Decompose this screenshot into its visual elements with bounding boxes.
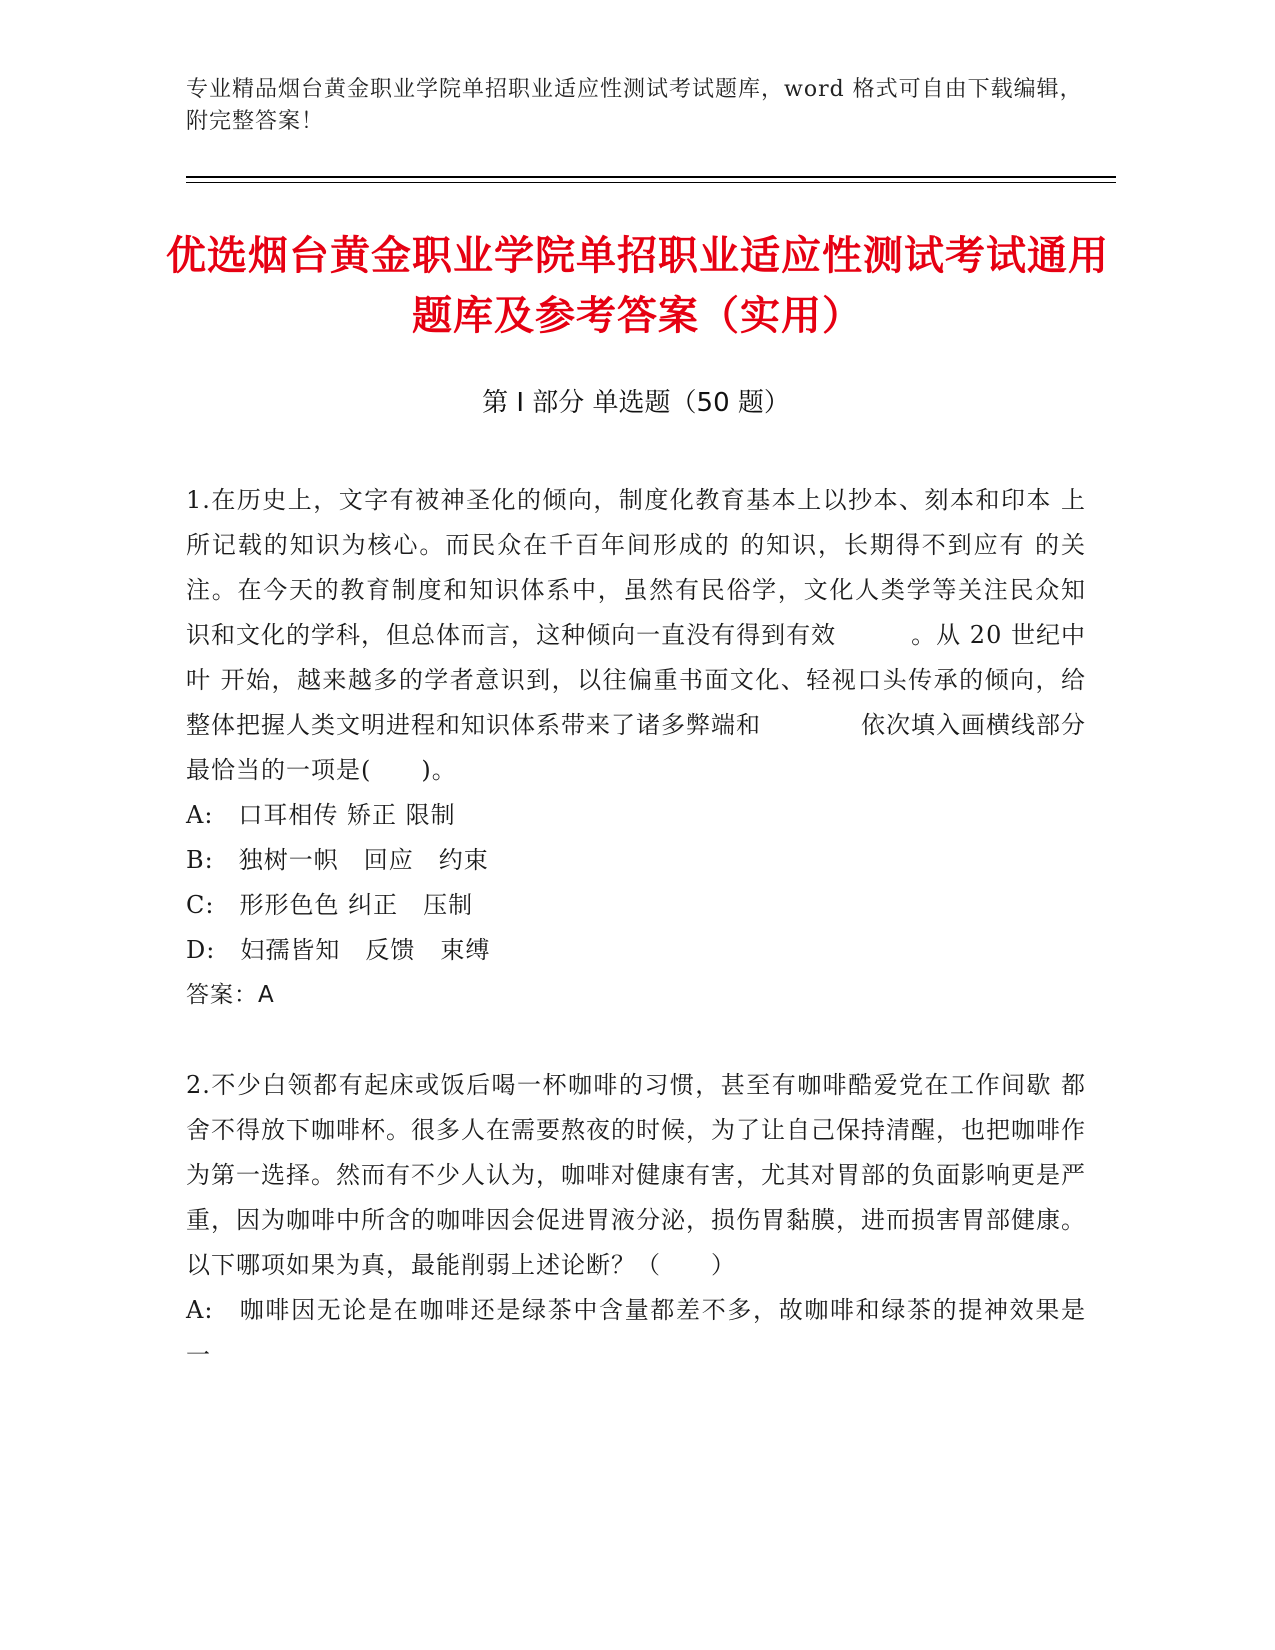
- option-b: B: 独树一帜 回应 约束: [186, 846, 489, 874]
- document-title: 优选烟台黄金职业学院单招职业适应性测试考试通用题库及参考答案（实用）: [166, 233, 1109, 339]
- option-a: A: 口耳相传 矫正 限制: [186, 801, 456, 829]
- section-title: 第 I 部分 单选题（50 题）: [482, 388, 790, 418]
- question-stem: 2.不少白领都有起床或饭后喝一杯咖啡的习惯，甚至有咖啡酷爱党在工作间歇 都舍不得放下咖啡杯。很多人在需要熬夜的时候，为了让自己保持清醒，也把咖啡作 为第一选择。然而有不少人认为，咖啡对健康有害，尤其对胃部的负面影响更是严重，因为咖啡中所含的咖啡因会促进胃液分泌，损伤胃黏膜，进而损害胃部健康。以下哪项如果为真，最能削弱上述论断？（ ）: [186, 1071, 1086, 1279]
- question-1: [186, 478, 1086, 1018]
- question-2: [186, 1063, 1086, 1378]
- answer-text: 答案：A: [186, 982, 275, 1008]
- questions-container: [186, 478, 1086, 1378]
- header-divider-thin: [186, 182, 1116, 183]
- header-note: 专业精品烟台黄金职业学院单招职业适应性测试考试题库，word 格式可自由下载编辑，附完整答案！: [186, 77, 1083, 134]
- option-a: A: 咖啡因无论是在咖啡还是绿茶中含量都差不多，故咖啡和绿茶的提神效果是一: [186, 1296, 1086, 1369]
- question-stem: 1.在历史上，文字有被神圣化的倾向，制度化教育基本上以抄本、刻本和印本 上所记载的知识为核心。而民众在千百年间形成的 的知识，长期得不到应有 的关注。在今天的教育制度和知识体系中，虽然有民俗学，文化人类学等关注民众知 识和文化的学科，但总体而言，这种倾向一直没有得到有效 。从 20 世纪中叶 开始，越来越多的学者意识到，以往偏重书面文化、轻视口头传承的倾向，给整体把握人类文明进程和知识体系带来了诸多弊端和 依次填入画横线部分最恰当的一项是( )。: [186, 486, 1086, 784]
- option-d: D: 妇孺皆知 反馈 束缚: [186, 936, 491, 964]
- header-divider-thick: [186, 176, 1116, 178]
- option-c: C: 形形色色 纠正 压制: [186, 891, 474, 919]
